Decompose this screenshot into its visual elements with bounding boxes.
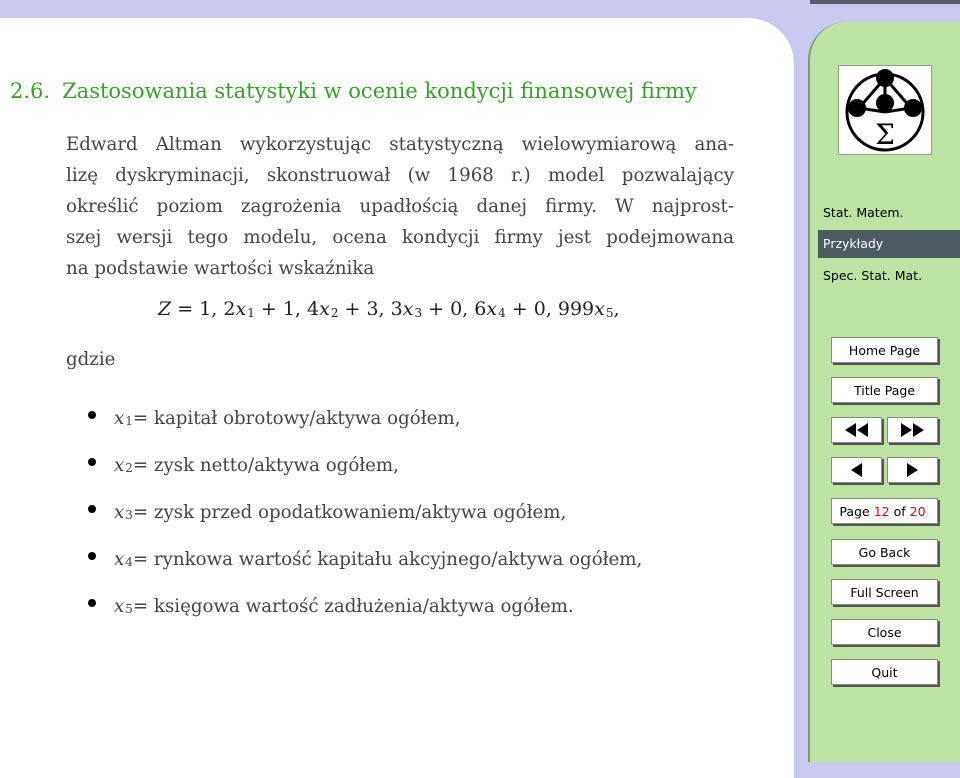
variable-list xyxy=(88,395,642,630)
paragraph-line: na podstawie wartości wskaźnika xyxy=(66,258,375,279)
logo xyxy=(838,65,932,155)
left-arrow-icon xyxy=(851,463,863,477)
double-right-arrow-icon xyxy=(901,423,925,437)
bullet-icon xyxy=(88,458,96,466)
sidebar-link-spec-stat-mat[interactable]: Spec. Stat. Mat. xyxy=(823,268,923,283)
sidebar-link-przyklady[interactable]: Przykłady xyxy=(818,230,960,258)
page-indicator: Page 12 of 20 xyxy=(831,498,938,524)
fast-nav-group xyxy=(831,417,938,443)
section-title xyxy=(10,79,697,103)
list-item: x $_1$ = kapitał obrotowy/aktywa ogółem, xyxy=(88,395,642,442)
full-screen-button[interactable]: Full Screen xyxy=(831,579,938,605)
close-button[interactable]: Close xyxy=(831,619,938,645)
svg-text:Σ: Σ xyxy=(875,118,895,151)
title-page-button[interactable]: Title Page xyxy=(831,377,938,403)
last-page-button[interactable] xyxy=(887,417,938,443)
bullet-icon xyxy=(88,505,96,513)
page-current: 12 xyxy=(873,503,890,519)
list-item: x $_3$ = zysk przed opodatkowaniem/aktywa ogółem, xyxy=(88,489,642,536)
page-nav-group xyxy=(831,457,938,483)
bullet-icon xyxy=(88,411,96,419)
section-title-text: Zastosowania statystyki w ocenie kondycji finansowej firmy xyxy=(62,79,697,103)
next-page-button[interactable] xyxy=(887,457,938,483)
page-total: 20 xyxy=(909,503,926,519)
paragraph-line: określić poziom zagrożenia upadłością danej firmy. W najprost- xyxy=(66,196,734,217)
bullet-icon xyxy=(88,599,96,607)
section-number: 2.6. xyxy=(10,79,51,103)
gdzie-label: gdzie xyxy=(66,349,116,370)
first-page-button[interactable] xyxy=(831,417,882,443)
list-item: x $_4$ = rynkowa wartość kapitału akcyjnego/aktywa ogółem, xyxy=(88,536,642,583)
paragraph-line: lizę dyskryminacji, skonstruował (w 1968 r.) model pozwalający xyxy=(66,165,734,186)
logo-icon xyxy=(839,66,931,154)
paragraph-line: szej wersji tego modelu, ocena kondycji firmy jest podejmowana xyxy=(66,227,734,248)
paragraph xyxy=(66,129,734,284)
home-page-button[interactable]: Home Page xyxy=(831,337,938,363)
double-left-arrow-icon xyxy=(845,423,869,437)
quit-button[interactable]: Quit xyxy=(831,659,938,685)
previous-page-button[interactable] xyxy=(831,457,882,483)
paragraph-line: Edward Altman wykorzystując statystyczną wielowymiarową ana- xyxy=(66,134,734,155)
bullet-icon xyxy=(88,552,96,560)
top-bar-dark xyxy=(810,0,960,4)
go-back-button[interactable]: Go Back xyxy=(831,539,938,565)
list-item: x $_2$ = zysk netto/aktywa ogółem, xyxy=(88,442,642,489)
list-item: x $_5$ = księgowa wartość zadłużenia/aktywa ogółem. xyxy=(88,583,642,630)
sidebar-link-stat-matem[interactable]: Stat. Matem. xyxy=(823,205,904,220)
altman-formula: Z = 1, $2x_1 + 1$, $4x_2 + 3$, $3x_3 + 0$, $6x_4 + 0$, $999x_5$, xyxy=(158,298,620,320)
right-arrow-icon xyxy=(907,463,919,477)
